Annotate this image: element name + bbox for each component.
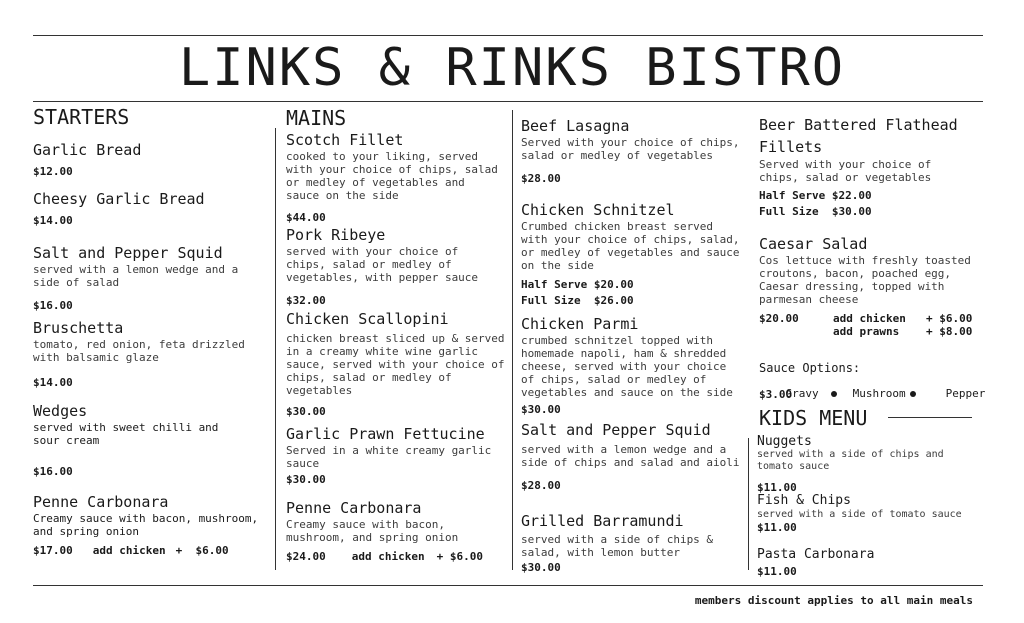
item-description: served with a side of chips and tomato sauce	[757, 449, 944, 472]
item-description: Crumbed chicken breast served with your choice of chips, salad, or medley of vegetables and sauce on the side	[521, 220, 740, 272]
item-description: Cos lettuce with freshly toasted croutons, bacon, poached egg, Caesar dressing, topped with parmesan cheese	[759, 254, 971, 306]
item-price: $14.00	[33, 376, 73, 389]
starter-item	[33, 492, 265, 558]
item-name: Fish & Chips	[757, 493, 851, 508]
item-price: $11.00	[757, 521, 797, 534]
main-item	[521, 200, 743, 308]
main-item	[759, 114, 984, 219]
half-serve-price: Half Serve $20.00	[521, 278, 634, 291]
item-price: $16.00	[33, 465, 73, 478]
item-name: Salt and Pepper Squid	[33, 244, 223, 262]
starter-item	[33, 243, 258, 313]
item-description: Served with your choice of chips, salad or vegetables	[759, 158, 932, 184]
addon-price: + $6.00	[436, 550, 483, 563]
item-description: Served in a white creamy garlic sauce	[286, 444, 492, 470]
item-price: $30.00	[286, 405, 326, 418]
column-divider-1	[275, 128, 276, 570]
main-item	[286, 225, 504, 308]
footer-note: members discount applies to all main meals	[694, 594, 973, 607]
item-description: served with sweet chilli and sour cream	[33, 421, 219, 447]
item-description: Served with your choice of chips, salad or medley of vegetables	[521, 136, 740, 162]
addon-label: add prawns	[833, 325, 900, 338]
item-price: $16.00	[33, 299, 73, 312]
addon-label: add chicken	[92, 544, 166, 557]
item-description: served with your choice of chips, salad or medley of vegetables, with pepper sauce	[286, 245, 479, 284]
item-price: $12.00	[33, 165, 73, 178]
item-name: Chicken Parmi	[521, 315, 639, 333]
addon-price: + $8.00	[926, 325, 973, 338]
sauce-option: Mushroom	[852, 387, 906, 400]
item-name: Beer Battered Flathead Fillets	[759, 116, 958, 156]
main-item	[286, 130, 504, 225]
kids-item	[757, 547, 982, 579]
starter-item	[33, 189, 263, 228]
item-price: $24.00	[286, 550, 326, 563]
item-name: Pork Ribeye	[286, 226, 386, 244]
item-price: $28.00	[521, 172, 561, 185]
main-item	[521, 511, 743, 575]
kids-menu-heading: KIDS MENU	[759, 406, 868, 430]
item-name: Pasta Carbonara	[757, 547, 875, 562]
bullet-icon	[910, 391, 916, 397]
item-name: Wedges	[33, 402, 88, 420]
bottom-rule	[33, 585, 983, 586]
column-divider-2	[512, 110, 513, 570]
main-item	[286, 498, 508, 564]
page-title: LINKS & RINKS BISTRO	[178, 38, 846, 98]
starters-heading: STARTERS	[33, 105, 130, 129]
main-item	[521, 420, 743, 493]
item-name: Chicken Schnitzel	[521, 201, 675, 219]
kids-heading-rule	[888, 417, 972, 418]
item-name: Caesar Salad	[759, 235, 868, 253]
starter-item	[33, 401, 233, 479]
item-name: Salt and Pepper Squid	[521, 421, 711, 439]
top-rule	[33, 35, 983, 36]
item-price-row	[286, 550, 508, 564]
item-description: Creamy sauce with bacon, mushroom, and spring onion	[33, 512, 259, 538]
item-description: served with a side of chips & salad, with lemon butter	[521, 533, 714, 559]
main-item	[521, 314, 745, 417]
sauce-price: $3.00	[759, 388, 793, 401]
item-price: $30.00	[286, 473, 326, 486]
item-name: Garlic Prawn Fettucine	[286, 425, 485, 443]
item-price: $17.00	[33, 544, 73, 557]
addon-label: add chicken	[833, 312, 906, 325]
item-name: Chicken Scallopini	[286, 310, 449, 328]
kids-item	[757, 493, 982, 535]
item-price: $44.00	[286, 211, 326, 224]
item-price: $28.00	[521, 479, 561, 492]
main-item	[521, 116, 743, 186]
full-size-price: Full Size $26.00	[521, 294, 634, 307]
item-name: Scotch Fillet	[286, 131, 404, 149]
main-item	[286, 424, 504, 487]
item-price: $11.00	[757, 481, 797, 494]
mains-heading: MAINS	[286, 106, 347, 130]
starter-item	[33, 140, 263, 179]
item-description: tomato, red onion, feta drizzled with balsamic glaze	[33, 338, 245, 364]
item-price-row	[33, 544, 265, 558]
bullet-icon	[831, 391, 837, 397]
item-name: Garlic Bread	[33, 141, 142, 159]
main-item	[759, 234, 984, 306]
main-item	[286, 309, 506, 419]
item-name: Penne Carbonara	[33, 493, 169, 511]
item-description: Creamy sauce with bacon, mushroom, and spring onion	[286, 518, 459, 544]
item-description: cooked to your liking, served with your choice of chips, salad or medley of vegetables and sauce on the side	[286, 150, 498, 202]
caesar-price: $20.00	[759, 312, 799, 325]
full-size-price: Full Size $30.00	[759, 205, 872, 218]
item-price: $32.00	[286, 294, 326, 307]
item-description: served with a side of tomato sauce	[757, 509, 962, 520]
half-serve-price: Half Serve $22.00	[759, 189, 872, 202]
item-name: Nuggets	[757, 434, 812, 449]
item-name: Bruschetta	[33, 319, 124, 337]
addon-label: add chicken	[351, 550, 425, 563]
title-rule	[33, 101, 983, 102]
sauce-option: Pepper	[945, 387, 986, 400]
starter-item	[33, 318, 258, 390]
addon-price: + $6.00	[926, 312, 973, 325]
addon-price: + $6.00	[175, 544, 229, 557]
kids-item	[757, 435, 982, 495]
item-description: served with a lemon wedge and a side of salad	[33, 263, 239, 289]
item-name: Grilled Barramundi	[521, 512, 684, 530]
sauce-option: Gravy	[785, 387, 819, 400]
sauce-options-label: Sauce Options:	[759, 361, 861, 375]
item-name: Beef Lasagna	[521, 117, 630, 135]
item-name: Penne Carbonara	[286, 499, 422, 517]
item-description: served with a lemon wedge and a side of chips and salad and aioli	[521, 443, 740, 469]
column-divider-3	[748, 438, 749, 570]
item-price: $11.00	[757, 565, 797, 578]
item-description: chicken breast sliced up & served in a creamy white wine garlic sauce, served with your choice of chips, salad or medley of vegetables	[286, 332, 505, 397]
item-price: $30.00	[521, 403, 561, 416]
item-name: Cheesy Garlic Bread	[33, 190, 205, 208]
item-price: $30.00	[521, 561, 561, 574]
item-price: $14.00	[33, 214, 73, 227]
item-description: crumbed schnitzel topped with homemade napoli, ham & shredded cheese, served with your choice of chips, salad or medley of vegetables and sauce on the side	[521, 334, 733, 399]
